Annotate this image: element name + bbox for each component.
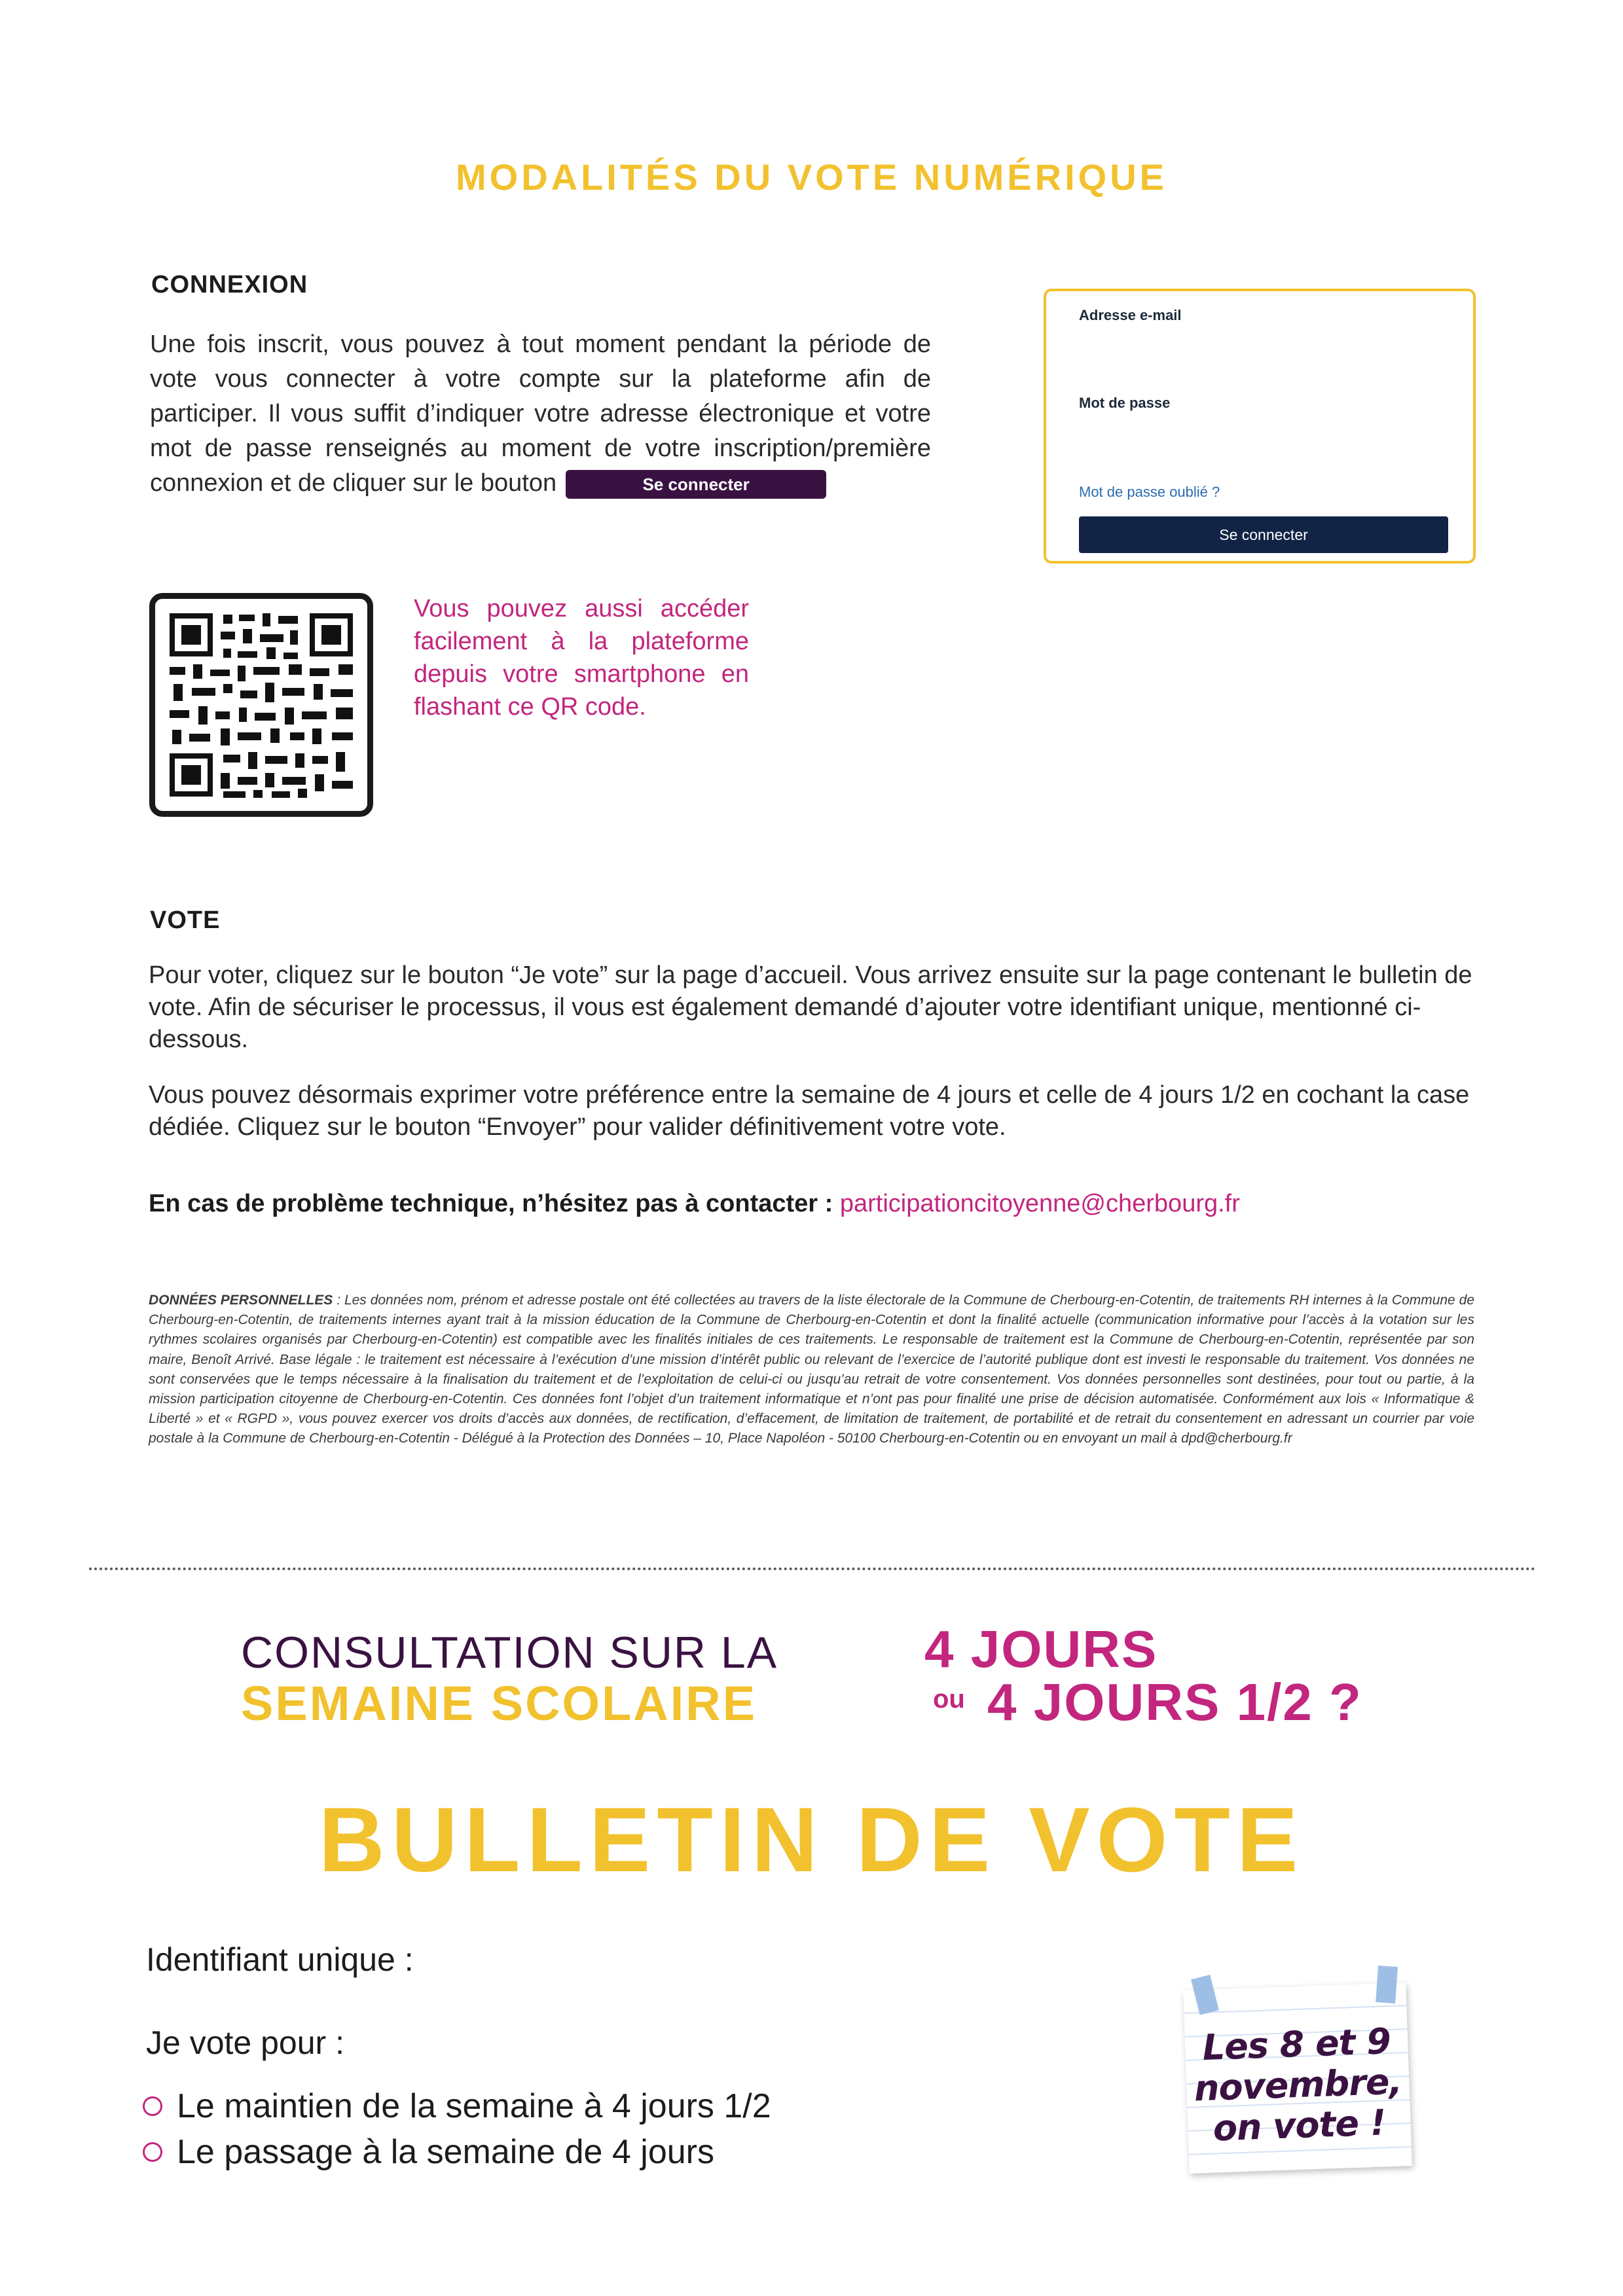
login-submit-button[interactable]: Se connecter [1079,516,1448,553]
vote-paragraph-1: Pour voter, cliquez sur le bouton “Je vote” sur la page d’accueil. Vous arrivez ensuite sur la page contenant le bulletin de vote. Afin de sécuriser le processus, il vous est également demandé d’ajouter votre identifiant unique, mentionné ci-dessous. [149,961,1472,1053]
email-label: Adresse e-mail [1079,307,1182,323]
tape-left-icon [1191,1975,1219,2015]
contact-label: En cas de problème technique, n’hésitez pas à contacter : [149,1190,833,1217]
page-title: MODALITÉS DU VOTE NUMÉRIQUE [455,156,1168,198]
qr-code-frame [149,593,373,817]
forgot-password-link[interactable]: Mot de passe oublié ? [1079,484,1220,500]
option-row-2[interactable] [143,2132,714,2172]
vote-heading: VOTE [150,906,221,934]
connexion-paragraph [150,327,931,501]
consultation-line-1: CONSULTATION SUR LA [241,1628,778,1677]
vote-for-label: Je vote pour : [146,2024,344,2061]
vote-paragraph-2: Vous pouvez désormais exprimer votre préférence entre la semaine de 4 jours et celle de 4 jours 1/2 en cochant la case dédiée. Cliquez sur le bouton “Envoyer” pour valider définitivement votre vote. [149,1081,1470,1141]
login-form [1044,289,1476,564]
sticky-note-text [1184,2020,1411,2150]
qr-code-icon [155,599,367,811]
connexion-heading: CONNEXION [151,271,308,298]
contact-email-link[interactable]: participationcitoyenne@cherbourg.fr [839,1190,1240,1217]
ballot-title: BULLETIN DE VOTE [318,1788,1305,1891]
qr-description: Vous pouvez aussi accéder facilement à la plateforme depuis votre smartphone en flashant ce QR code. [414,595,749,721]
legal-notice [149,1291,1474,1449]
question-ou: ou [933,1685,965,1713]
sticky-note-line-1: Les 8 et 9 [1201,2020,1391,2069]
option-2-label: Le passage à la semaine de 4 jours [177,2133,714,2171]
option-2-radio[interactable] [143,2142,162,2162]
cut-line-divider [89,1568,1536,1570]
question-line-2: 4 JOURS 1/2 ? [987,1673,1362,1731]
legal-text: : Les données nom, prénom et adresse postale ont été collectées au travers de la liste électorale de la Commune de Cherbourg-en-Cotentin, de traitements RH internes à la Commune de Cherbourg-en-Cotentin, de traitements internes ayant trait à la mission éducation de la Commune de Cherbourg-en-Cotentin et dont la finalité actuelle (communication informative pour l’accès à la votation sur les rythmes scolaires organisés par Cherbourg-en-Cotentin) est compatible avec les finalités initiales de ces traitements. Le responsable de traitement est la Commune de Cherbourg-en-Cotentin, représentée par son maire, Benoît Arrivé. Base légale : le traitement est nécessaire à l’exécution d’une mission d’intérêt public ou relevant de l’exercice de l’autorité publique dont est investi le responsable du traitement. Vos données ne sont conservées que le temps nécessaire à la finalisation du traitement et de l’exploitation de celui-ci ou jusqu’au retrait de votre consentement. Vos données personnelles sont destinées, pour tout ou partie, à la mission participation citoyenne de Cherbourg-en-Cotentin. Ces données font l’objet d’un traitement informatique et n’ont pas pour finalité une prise de décision automatisée. Conformément aux lois « Informatique & Liberté » et « RGPD », vous pouvez exercer vos droits d’accès aux données, de rectification, d’effacement, de limitation de traitement, de portabilité et de retrait du consentement en adressant un courrier par voie postale à la Commune de Cherbourg-en-Cotentin - Délégué à la Protection des Données – 10, Place Napoléon - 50100 Cherbourg-en-Cotentin ou en envoyant un mail à dpd@cherbourg.fr [149,1293,1474,1446]
sticky-note-line-3: on vote ! [1212,2102,1387,2149]
question-line-1: 4 JOURS [924,1620,1158,1678]
identifier-label: Identifiant unique : [146,1941,414,1978]
legal-heading: DONNÉES PERSONNELLES [149,1293,333,1308]
option-row-1[interactable] [143,2087,771,2126]
inline-connect-button: Se connecter [566,470,826,499]
option-1-label: Le maintien de la semaine à 4 jours 1/2 [177,2087,771,2125]
option-1-radio[interactable] [143,2096,162,2116]
consultation-line-2: SEMAINE SCOLAIRE [241,1676,757,1731]
password-label: Mot de passe [1079,395,1171,411]
connexion-text: Une fois inscrit, vous pouvez à tout moment pendant la période de vote vous connecter à votre compte sur la plateforme afin de participer. Il vous suffit d’indiquer votre adresse électronique et votre mot de passe renseignés au moment de votre inscription/première connexion et de cliquer sur le bouton [150,331,931,497]
tape-right-icon [1376,1965,1398,2003]
contact-line [149,1190,1240,1218]
sticky-note-line-2: novembre, [1193,2060,1402,2109]
sticky-note [1183,1982,1412,2174]
